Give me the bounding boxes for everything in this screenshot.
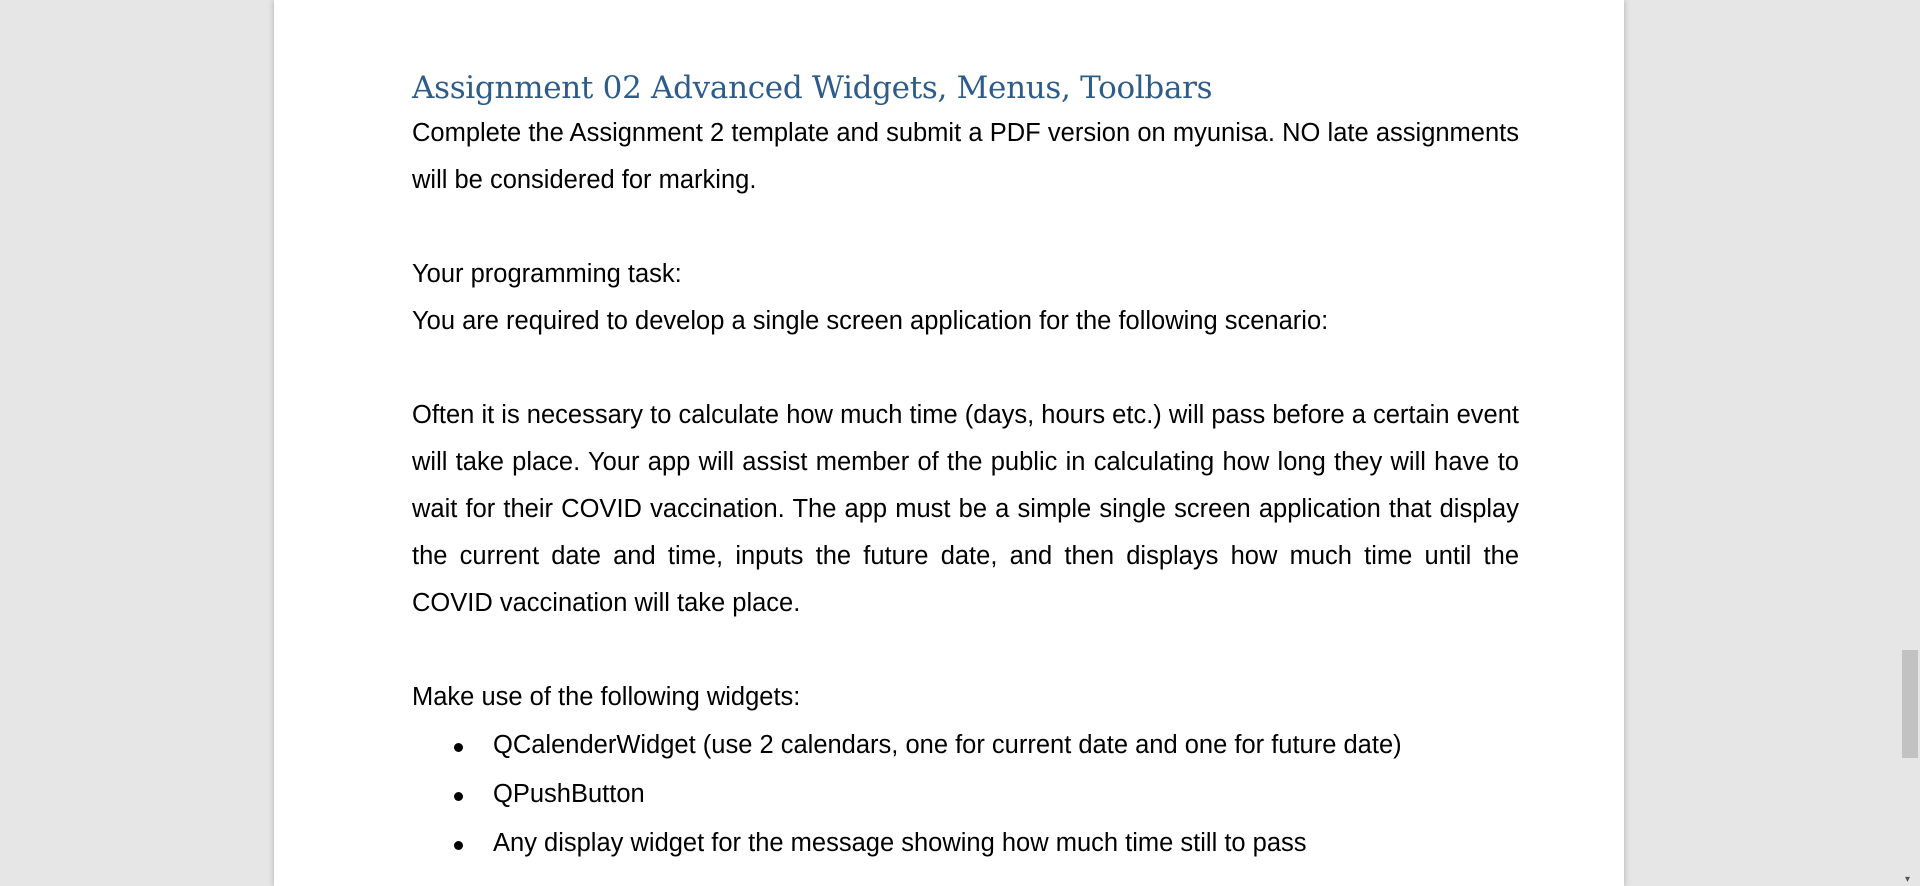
bullet-icon — [454, 743, 463, 752]
scenario-paragraph: Often it is necessary to calculate how much time (days, hours etc.) will pass before a certain event will take place. Your app will assist member of the public in calculating how long they will have to wait for their COVID vaccination. The app must be a simple single screen application that display the current date and time, inputs the future date, and then displays how much time until the COVID vaccination will take place. — [412, 401, 1519, 617]
list-item-text: QPushButton — [493, 780, 645, 808]
list-item — [412, 819, 1519, 868]
bullet-icon — [454, 841, 463, 850]
intro-paragraph: Complete the Assignment 2 template and submit a PDF version on myunisa. NO late assignments will be considered for marking. — [412, 119, 1519, 194]
list-item — [412, 770, 1519, 819]
list-item-text: Any display widget for the message showing how much time still to pass — [493, 829, 1307, 857]
blank-line — [412, 345, 1519, 392]
list-item — [412, 721, 1519, 770]
widgets-list — [412, 721, 1519, 868]
widgets-label: Make use of the following widgets: — [412, 683, 801, 711]
task-label: Your programming task: — [412, 260, 682, 288]
vertical-scrollbar[interactable] — [1900, 0, 1920, 886]
task-description: You are required to develop a single screen application for the following scenario: — [412, 307, 1329, 335]
blank-line — [412, 204, 1519, 251]
list-item-text: QCalenderWidget (use 2 calendars, one for current date and one for future date) — [493, 731, 1402, 759]
blank-line — [412, 627, 1519, 674]
document-page — [274, 0, 1624, 886]
scrollbar-thumb[interactable] — [1902, 650, 1918, 758]
bullet-icon — [454, 792, 463, 801]
assignment-heading: Assignment 02 Advanced Widgets, Menus, Toolbars — [412, 70, 1213, 106]
scroll-down-icon[interactable]: ▾ — [1905, 874, 1911, 885]
page-content — [412, 66, 1519, 868]
